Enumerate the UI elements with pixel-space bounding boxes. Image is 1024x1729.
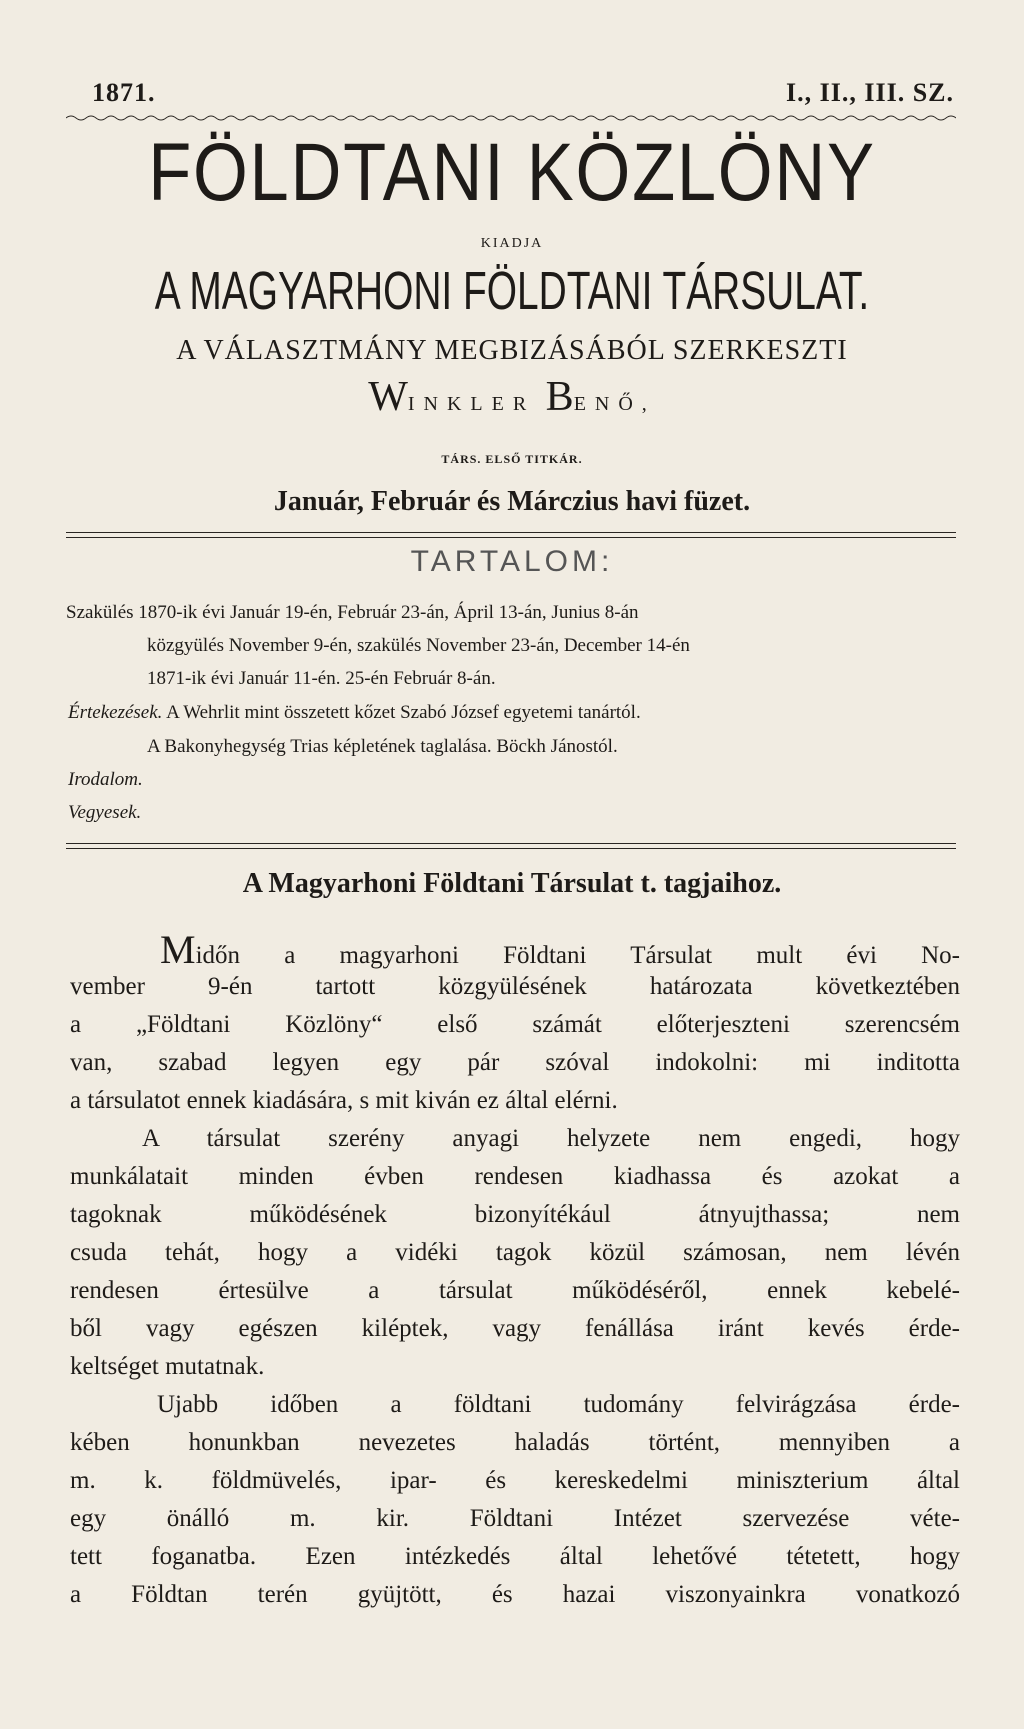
article-line: tagoknak működésének bizonyítékául átnyujthassa; nem <box>70 1201 960 1228</box>
publisher-name: A MAGYARHONI FÖLDTANI TÁRSULAT. <box>154 261 870 321</box>
contents-essays <box>68 698 641 728</box>
contents-line: 1871-ik évi Január 11-én. 25-én Február 8-án. <box>147 668 496 689</box>
article-line: a Földtan terén gyüjtött, és hazai viszonyainkra vonatkozó <box>70 1581 960 1608</box>
article-line: tett foganatba. Ezen intézkedés által lehetővé tétetett, hogy <box>70 1543 960 1570</box>
journal-title: FÖLDTANI KÖZLÖNY <box>148 127 876 218</box>
editor-line: A VÁLASZTMÁNY MEGBIZÁSÁBÓL SZERKESZTI <box>176 335 848 366</box>
editor-name <box>0 376 1024 418</box>
divider-mid-thick <box>66 848 956 849</box>
header-year: 1871. <box>92 78 156 107</box>
wavy-rule <box>66 114 956 122</box>
header-line <box>88 78 954 108</box>
article-line: csuda tehát, hogy a vidéki tagok közül számosan, nem lévén <box>70 1239 960 1266</box>
literature-label: Irodalom. <box>68 769 143 790</box>
divider-top <box>66 532 956 533</box>
article-line-text: időn a magyarhoni Földtani Társulat mult évi No- <box>195 942 960 969</box>
editor-role: TÁRS. ELSŐ TITKÁR. <box>441 452 583 466</box>
divider-mid <box>66 843 956 844</box>
contents-line: Szakülés 1870-ik évi Január 19-én, Február 23-án, Ápril 13-án, Junius 8-án <box>66 602 639 623</box>
editor-first-rest: INKLER <box>407 393 536 415</box>
contents-heading: TARTALOM: <box>410 545 614 578</box>
article-line: munkálatait minden évben rendesen kiadhassa és azokat a <box>70 1163 960 1190</box>
article-line: vember 9-én tartott közgyülésének határozata következtében <box>70 973 960 1000</box>
article-line: kében honunkban nevezetes haladás történt, mennyiben a <box>70 1429 960 1456</box>
article-line: keltséget mutatnak. <box>70 1353 265 1380</box>
article-heading: A Magyarhoni Földtani Társulat t. tagjaihoz. <box>242 868 782 899</box>
article-line: van, szabad legyen egy pár szóval indokolni: mi inditotta <box>70 1049 960 1076</box>
article-line: a társulatot ennek kiadására, s mit kiván ez által elérni. <box>70 1087 618 1114</box>
editor-last-initial: B <box>545 374 574 420</box>
article-line: Ujabb időben a földtani tudomány felvirágzása érde- <box>157 1391 960 1418</box>
header-issue-numbers: I., II., III. SZ. <box>785 78 954 107</box>
essay-item: A Bakonyhegység Trias képletének taglalása. Böckh Jánostól. <box>147 736 618 757</box>
editor-first-initial: W <box>368 374 408 420</box>
contents-line: közgyülés November 9-én, szakülés November 23-án, December 14-én <box>147 635 690 656</box>
drop-cap: M <box>160 927 196 972</box>
article-line: A társulat szerény anyagi helyzete nem engedi, hogy <box>142 1125 960 1152</box>
editor-last-rest: ENŐ, <box>573 393 656 415</box>
article-line: ből vagy egészen kiléptek, vagy fenállása iránt kevés érde- <box>70 1315 960 1342</box>
misc-label: Vegyesek. <box>68 802 142 823</box>
essay-item: A Wehrlit mint összetett kőzet Szabó József egyetemi tanártól. <box>166 702 641 723</box>
divider-top-thin <box>66 537 956 538</box>
article-line <box>160 927 960 972</box>
article-line: egy önálló m. kir. Földtani Intézet szervezése véte- <box>70 1505 960 1532</box>
kiadja-label: KIADJA <box>480 236 544 251</box>
essays-label: Értekezések. <box>68 702 163 723</box>
article-line: a „Földtani Közlöny“ első számát előterjeszteni szerencsém <box>70 1011 960 1038</box>
article-line: m. k. földmüvelés, ipar- és kereskedelmi miniszterium által <box>70 1467 960 1494</box>
article-line: rendesen értesülve a társulat működéséről, ennek kebelé- <box>70 1277 960 1304</box>
issue-months: Január, Február és Márczius havi füzet. <box>273 486 751 517</box>
